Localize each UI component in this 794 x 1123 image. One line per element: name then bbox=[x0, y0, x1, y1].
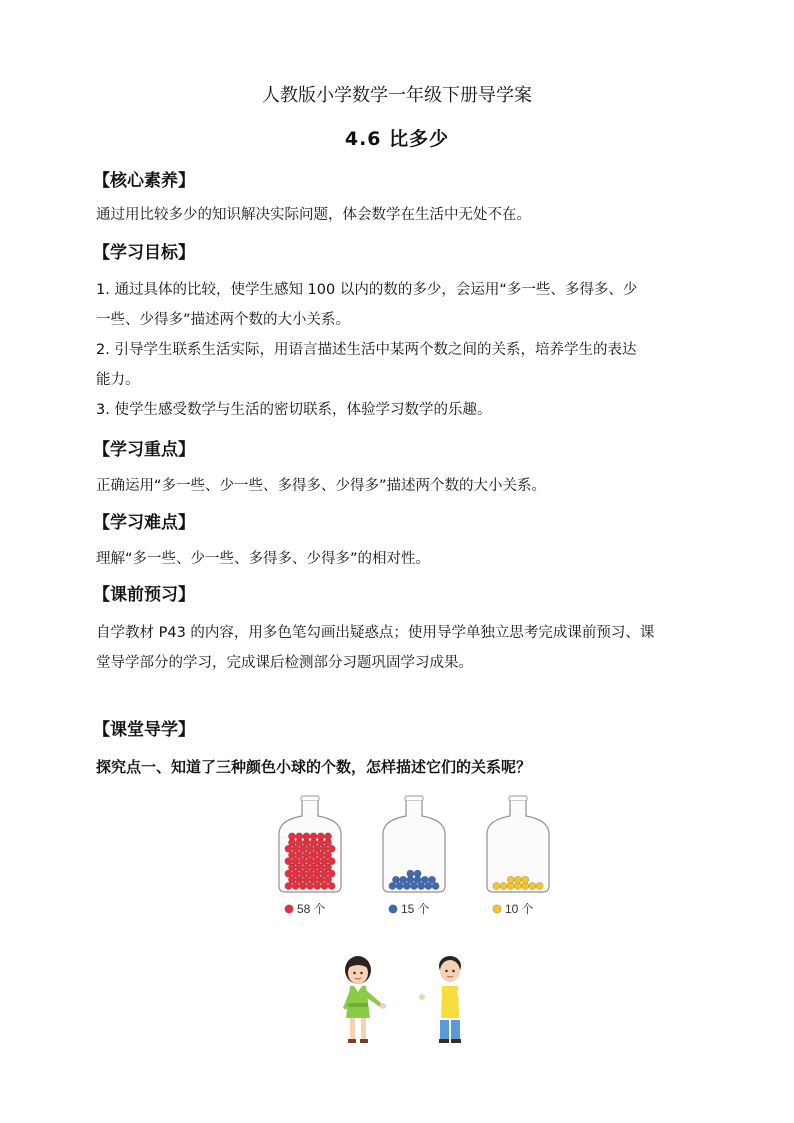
jar-lid bbox=[301, 796, 319, 801]
lesson-title: 4.6 比多少 bbox=[344, 128, 450, 150]
jar-count-label: 58 个 bbox=[297, 902, 326, 916]
legend-dot bbox=[493, 905, 501, 913]
boy-figure bbox=[419, 956, 466, 1043]
goal-item-1-line-1: 1. 通过具体的比较，使学生感知 100 以内的数的多少，会运用“多一些、多得多、少 bbox=[96, 282, 638, 298]
ball bbox=[317, 833, 324, 840]
explore-question: 知道了三种颜色小球的个数，怎样描述它们的关系呢？ bbox=[171, 758, 532, 776]
ball bbox=[288, 833, 295, 840]
ball bbox=[500, 882, 507, 889]
ball bbox=[529, 882, 536, 889]
goal-item-2-line-1: 2. 引导学生联系生活实际，用语言描述生活中某两个数之间的关系，培养学生的表达 bbox=[96, 342, 637, 358]
preview-text bbox=[96, 618, 704, 678]
key-points-text bbox=[96, 471, 704, 501]
section-heading-goals: 【学习目标】 bbox=[93, 243, 195, 263]
goal-item-2-line-2: 能力。 bbox=[96, 372, 140, 388]
girl-figure bbox=[343, 956, 386, 1043]
kids-illustration bbox=[330, 948, 480, 1048]
jar-lid bbox=[405, 796, 423, 801]
core-text bbox=[96, 200, 704, 230]
ball bbox=[514, 876, 521, 883]
explore-point-1 bbox=[96, 755, 531, 779]
jar-count-label: 10 个 bbox=[505, 902, 534, 916]
preview-line-1: 自学教材 P43 的内容，用多色笔勾画出疑惑点；使用导学单独立思考完成课前预习、课 bbox=[96, 625, 655, 641]
section-heading-classroom: 【课堂导学】 bbox=[93, 720, 195, 740]
ball bbox=[400, 876, 407, 883]
goals-list bbox=[96, 275, 704, 425]
section-heading-difficulties: 【学习难点】 bbox=[93, 513, 195, 533]
difficulties-line: 理解“多一些、少一些、多得多、少得多”的相对性。 bbox=[96, 551, 431, 567]
jar-2 bbox=[383, 796, 445, 916]
section-heading-core: 【核心素养】 bbox=[93, 171, 195, 191]
legend-dot bbox=[389, 905, 397, 913]
document-title: 人教版小学数学一年级下册导学案 bbox=[262, 85, 532, 106]
ball bbox=[310, 833, 317, 840]
core-text-line: 通过用比较多少的知识解决实际问题，体会数学在生活中无处不在。 bbox=[96, 207, 531, 223]
jar-count-label: 15 个 bbox=[401, 902, 430, 916]
jar-1 bbox=[279, 796, 341, 916]
ball bbox=[421, 876, 428, 883]
section-heading-key-points: 【学习重点】 bbox=[93, 440, 195, 460]
ball bbox=[324, 833, 331, 840]
ball bbox=[414, 870, 421, 877]
ball bbox=[428, 876, 435, 883]
ball bbox=[522, 876, 529, 883]
jar-3 bbox=[487, 796, 549, 916]
ball bbox=[407, 870, 414, 877]
ball bbox=[536, 882, 543, 889]
ball bbox=[296, 833, 303, 840]
ball bbox=[392, 876, 399, 883]
jars-figure bbox=[265, 792, 565, 922]
goal-item-3: 3. 使学生感受数学与生活的密切联系，体验学习数学的乐趣。 bbox=[96, 402, 492, 418]
preview-line-2: 堂导学部分的学习，完成课后检测部分习题巩固学习成果。 bbox=[96, 655, 473, 671]
difficulties-text bbox=[96, 544, 704, 574]
goal-item-1-line-2: 一些、少得多”描述两个数的大小关系。 bbox=[96, 312, 351, 328]
legend-dot bbox=[285, 905, 293, 913]
key-points-line: 正确运用“多一些、少一些、多得多、少得多”描述两个数的大小关系。 bbox=[96, 478, 547, 494]
jar-lid bbox=[509, 796, 527, 801]
section-heading-preview: 【课前预习】 bbox=[93, 585, 195, 605]
ball bbox=[303, 833, 310, 840]
explore-label: 探究点一、 bbox=[96, 758, 172, 776]
ball bbox=[507, 876, 514, 883]
ball bbox=[493, 882, 500, 889]
